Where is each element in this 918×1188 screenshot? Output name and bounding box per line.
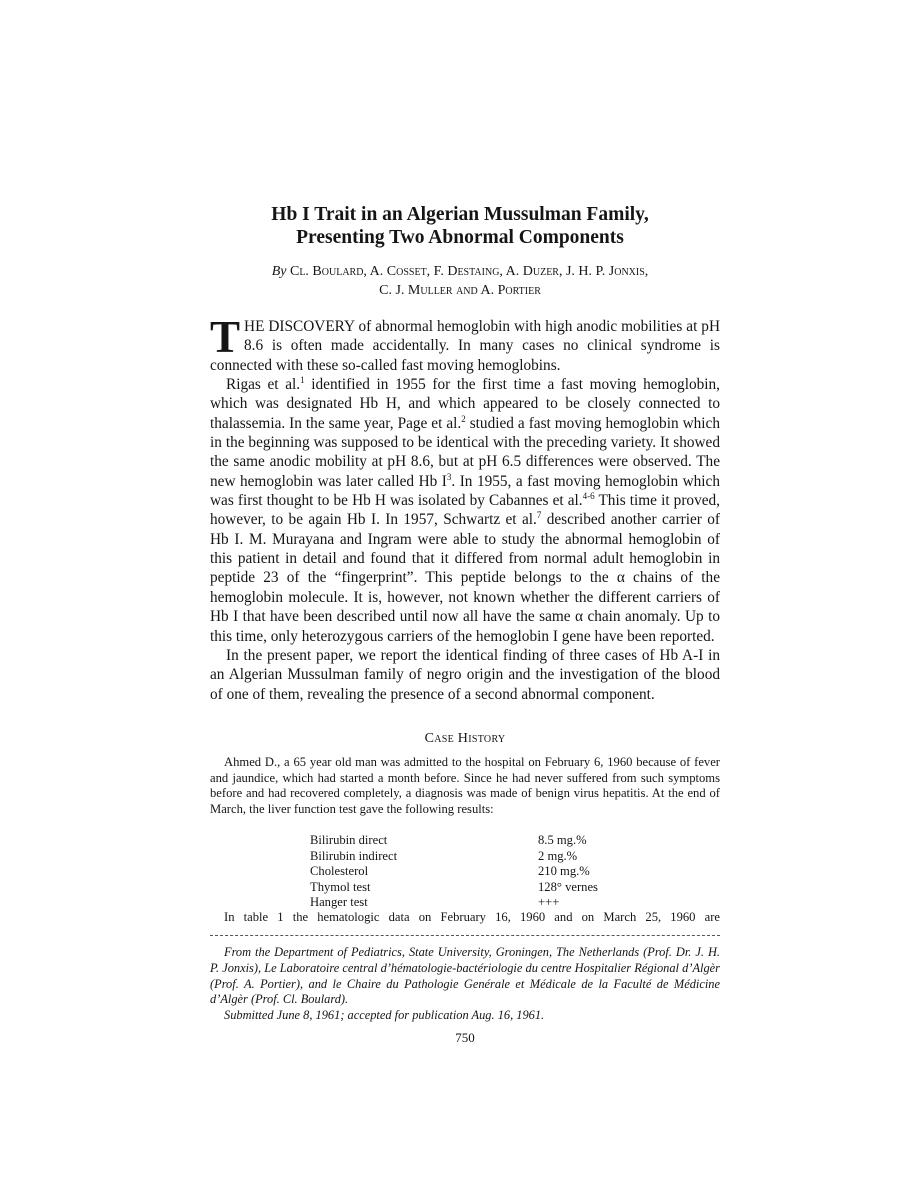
text-run: studied a fast moving hemoglobin which in the beginning was supposed to be identical with the preceding variety. It showed the same anodic mobility at pH 8.6, but at pH 6.5 differences were observed. The new hemoglobin was later called Hb I <box>210 414 720 490</box>
citation-ref: 3 <box>446 471 452 482</box>
case-history-text <box>210 755 720 817</box>
intro-text: HE DISCOVERY of abnormal hemoglobin with high anodic mobilities at pH 8.6 is often made accidentally. In many cases no clinical syndrome is connected with these so-called fast moving hemoglobins. <box>210 318 720 374</box>
authors-line-1: Cl. Boulard, A. Cosset, F. Destaing, A. Duzer, J. H. P. Jonxis, <box>289 264 649 279</box>
paragraph-background <box>210 375 720 646</box>
test-name: Thymol test <box>310 879 371 894</box>
test-value: 8.5 mg.% <box>538 833 587 847</box>
by-label: By <box>271 264 287 279</box>
case-paragraph: Ahmed D., a 65 year old man was admitted to the hospital on February 6, 1960 because of fever and jaundice, which had started a month before. Since he had never suffered from such symptoms before and had recovered completely, a diagnosis was made of benign virus hepatitis. At the end of March, the liver function test gave the following results: <box>210 755 720 816</box>
citation-ref: 4-6 <box>582 491 595 501</box>
citation-ref: 1 <box>300 374 305 385</box>
case-continuation: In table 1 the hematologic data on February 16, 1960 and on March 25, 1960 are <box>224 910 720 924</box>
submission-note: Submitted June 8, 1961; accepted for publication Aug. 16, 1961. <box>224 1008 545 1023</box>
test-value: 210 mg.% <box>538 864 590 878</box>
footnote <box>210 945 720 1024</box>
authors-line-2: C. J. Muller and A. Portier <box>379 283 541 298</box>
test-name: Bilirubin indirect <box>310 848 398 863</box>
test-name: Cholesterol <box>310 864 369 878</box>
footnote-divider <box>210 935 720 936</box>
result-row <box>310 895 598 911</box>
drop-cap: T <box>210 312 241 362</box>
citation-ref: 7 <box>536 510 542 521</box>
title-line-2: Presenting Two Abnormal Components <box>296 227 624 248</box>
test-name: Hanger test <box>310 895 368 909</box>
title-line-1: Hb I Trait in an Algerian Mussulman Family, <box>271 204 649 225</box>
paragraph-present-paper: In the present paper, we report the identical finding of three cases of Hb A-I in an Algerian Mussulman family of negro origin and the investigation of the blood of one of them, revealing the presence of a second abnormal component. <box>210 646 720 703</box>
article-body <box>210 312 720 704</box>
citation-ref: 2 <box>461 413 466 424</box>
section-heading-case-history: Case History <box>424 731 506 746</box>
text-run: identified in 1955 for the first time a fast moving hemoglobin, which was designated Hb H, and which appeared to be closely connected to thalassemia. In the same year, Page et al. <box>210 376 720 432</box>
page-number: 750 <box>455 1030 475 1045</box>
text-run: This time it proved, however, to be again Hb I. In 1957, Schwartz et al. <box>210 492 720 529</box>
article-title <box>200 203 720 249</box>
result-row <box>310 880 598 896</box>
affiliation-note: From the Department of Pediatrics, State University, Groningen, The Netherlands (Prof. Dr. J. H. P. Jonxis), Le Laboratoire central d’hématologie-bactériologie du centre Hospitalier Régional d’Algèr (Prof. A. Portier), and le Chaire du Pathologie Genérale et Médicale de la Faculté de Médicine d’Algèr (Prof. Cl. Boulard). <box>210 945 720 1007</box>
result-row <box>310 849 598 865</box>
test-value: +++ <box>538 895 560 909</box>
paragraph-intro <box>210 312 720 375</box>
test-name: Bilirubin direct <box>310 833 388 847</box>
author-byline <box>200 262 720 300</box>
result-row <box>310 833 598 849</box>
test-value: 2 mg.% <box>538 848 578 863</box>
result-row <box>310 864 598 880</box>
test-value: 128° vernes <box>538 879 598 894</box>
text-run: . In 1955, a fast moving hemoglobin which was first thought to be Hb H was isolated by Cabannes et al. <box>210 472 720 510</box>
text-run: described another carrier of Hb I. M. Murayana and Ingram were able to study the abnormal hemoglobin of this patient in detail and found that it differed from normal adult hemoglobin in peptide 23 of the “fingerprint”. This peptide belongs to the α chains of the hemoglobin molecule. It is, however, not known whether the different carriers of Hb I that have been described until now all have the same α chain anomaly. Up to this time, only heterozygous carriers of the hemoglobin I gene have been reported. <box>210 511 720 645</box>
liver-function-results <box>310 833 598 911</box>
text-run: Rigas et al. <box>226 376 301 394</box>
